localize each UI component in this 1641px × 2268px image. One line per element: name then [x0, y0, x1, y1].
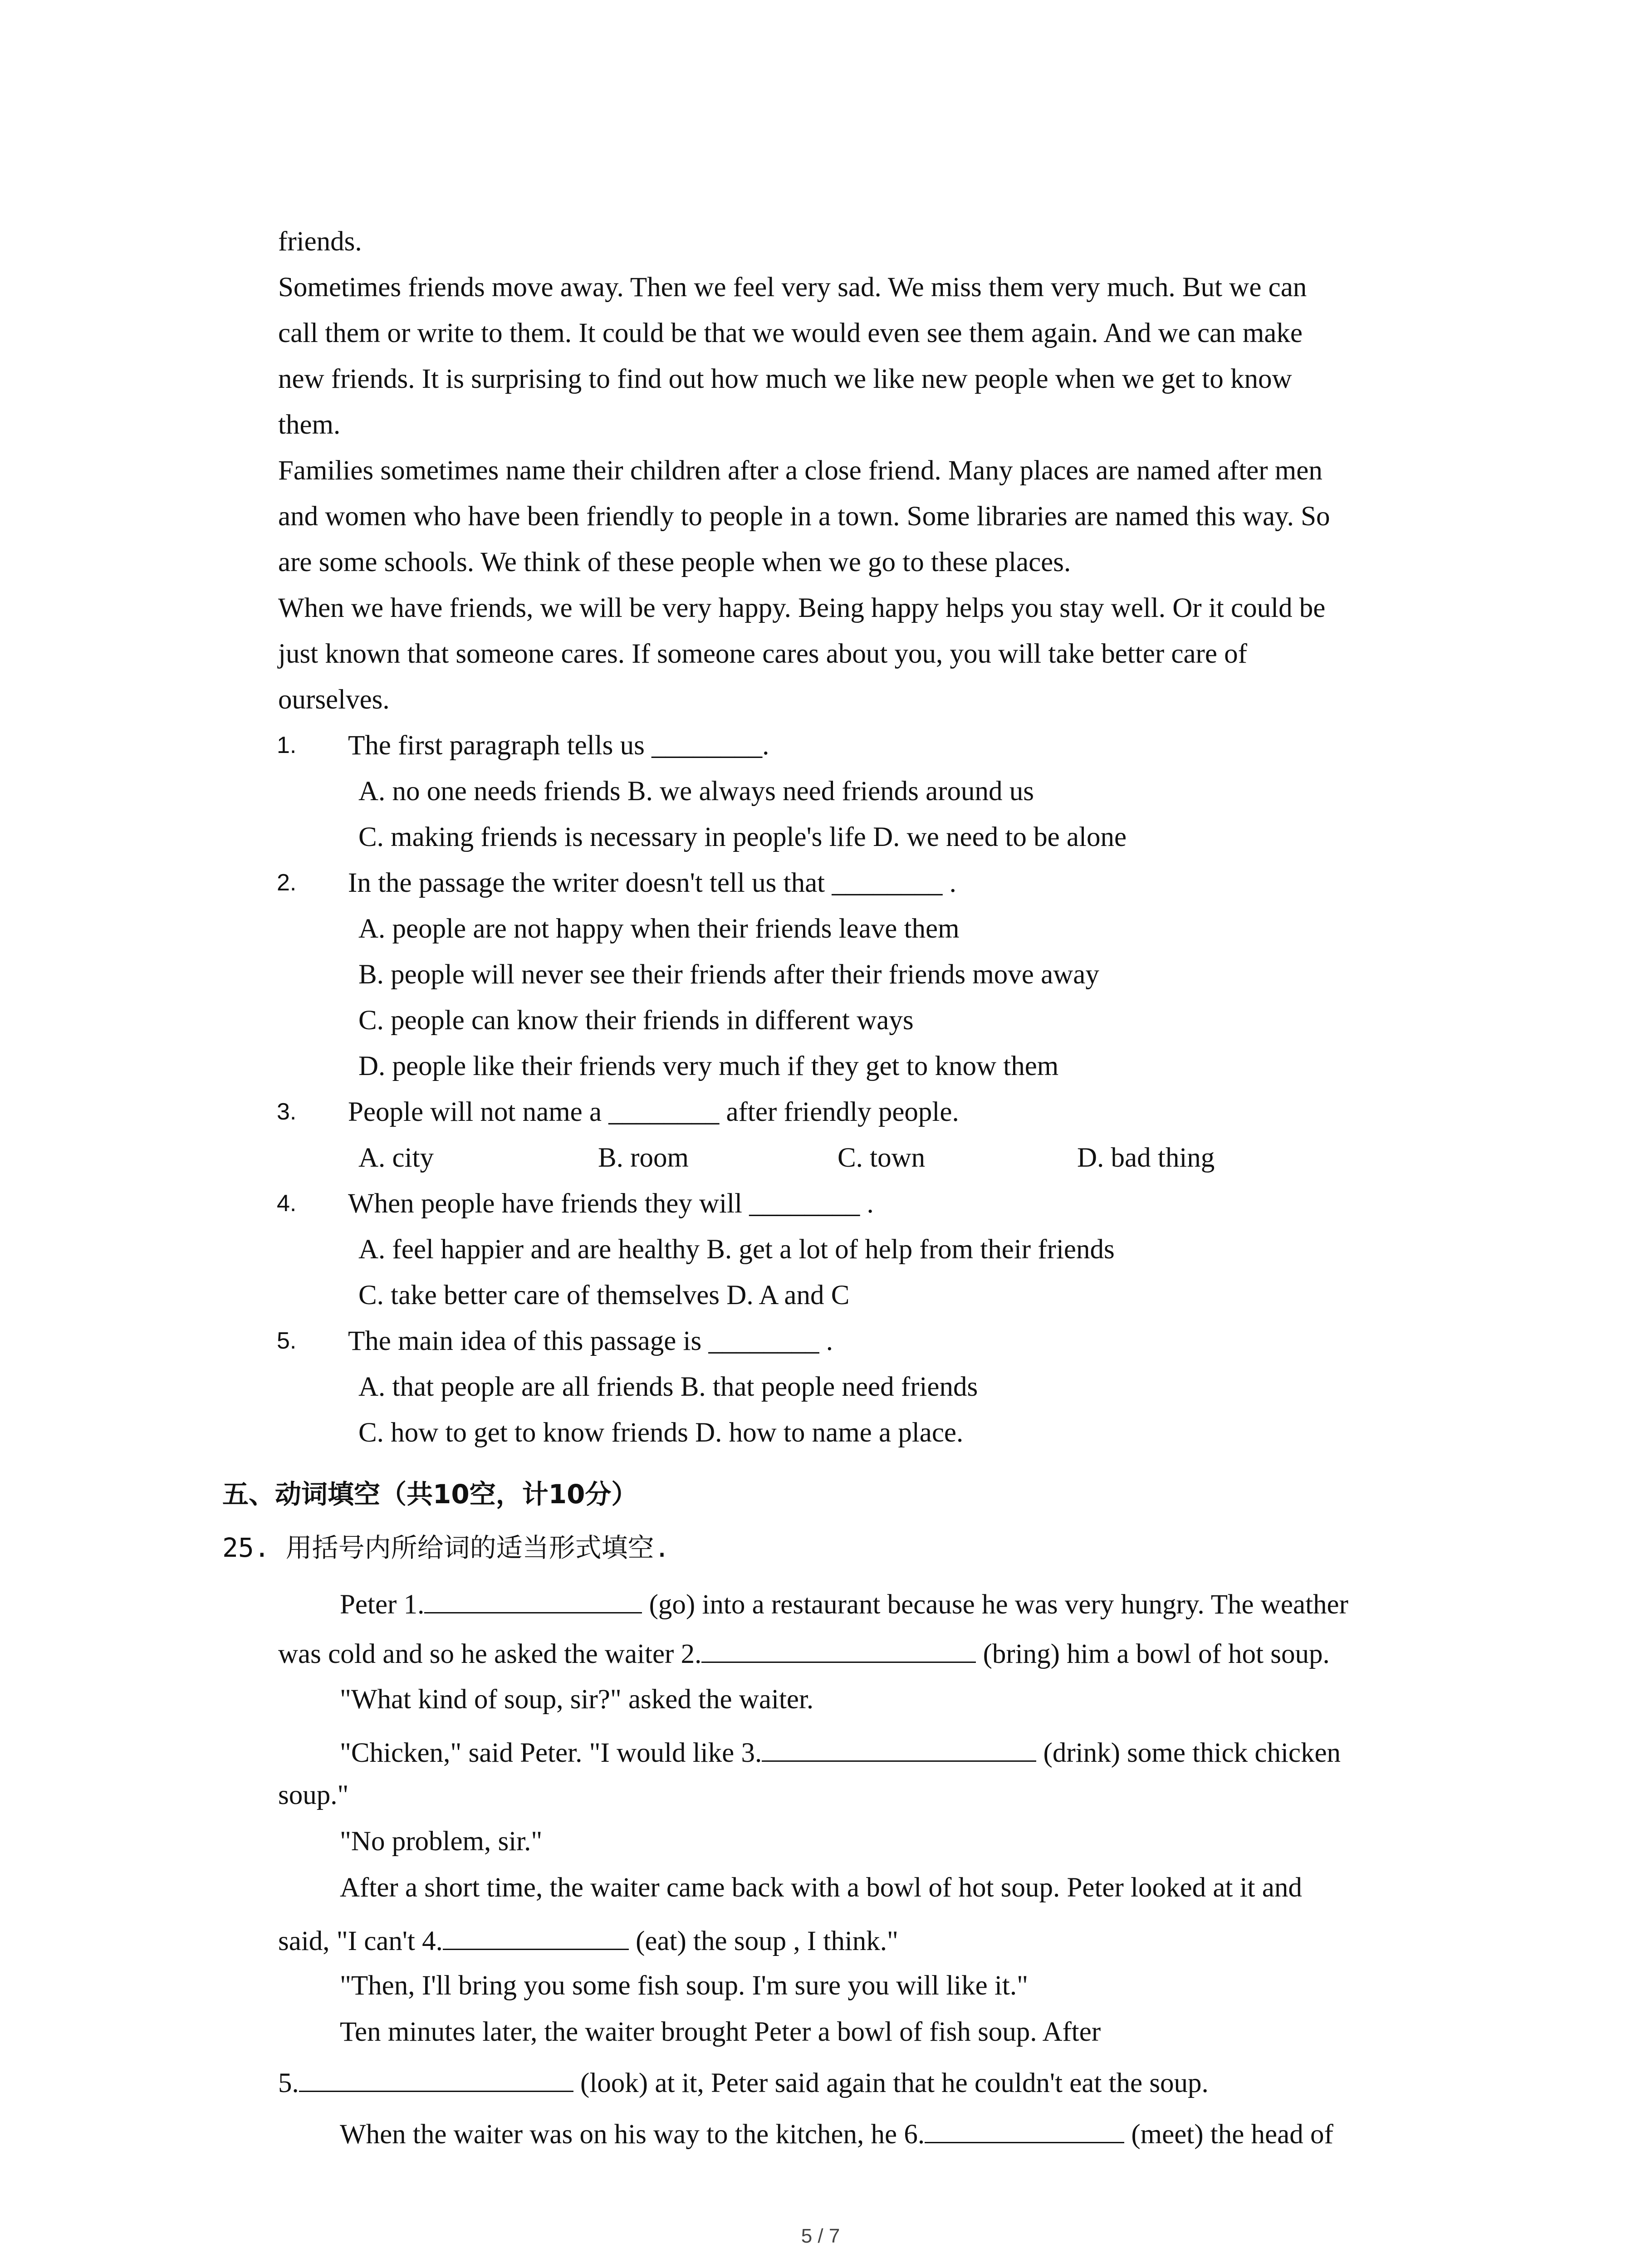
question-option: B. room	[598, 1143, 689, 1173]
passage-line: Sometimes friends move away. Then we feel very sad. We miss them very much. But we can	[278, 272, 1307, 303]
question-option: C. town	[838, 1143, 926, 1173]
story-text: Peter 1.	[340, 1589, 425, 1620]
answer-blank-6[interactable]	[925, 2116, 1124, 2143]
story-text: 5.	[278, 2068, 299, 2098]
passage-line: them.	[278, 410, 341, 440]
question-options: A. no one needs friends B. we always need friends around us	[358, 776, 1034, 807]
story-line: After a short time, the waiter came back with a bowl of hot soup. Peter looked at it and	[340, 1872, 1302, 1903]
question-text: The first paragraph tells us ________.	[348, 730, 769, 761]
question-option: A. people are not happy when their friends leave them	[358, 914, 960, 944]
question-option: D. people like their friends very much if they get to know them	[358, 1051, 1059, 1081]
passage-line: friends.	[278, 226, 362, 257]
section-heading: 五、动词填空（共10空，计10分）	[222, 1479, 638, 1510]
question-options: A. that people are all friends B. that people need friends	[358, 1372, 978, 1402]
story-text: (go) into a restaurant because he was very hungry. The weather	[642, 1589, 1348, 1620]
question-options: C. how to get to know friends D. how to name a place.	[358, 1418, 964, 1448]
story-line: soup."	[278, 1780, 349, 1810]
story-line	[278, 2065, 1209, 2097]
question-option: A. city	[358, 1143, 434, 1173]
answer-blank-3[interactable]	[762, 1735, 1036, 1762]
passage-line: and women who have been friendly to people in a town. Some libraries are named this way. So	[278, 501, 1330, 532]
story-line: "What kind of soup, sir?" asked the waiter.	[340, 1684, 814, 1715]
question-text: In the passage the writer doesn't tell us that ________ .	[348, 868, 956, 898]
question-text: When people have friends they will ________ .	[348, 1188, 874, 1219]
question-number: 3.	[277, 1099, 297, 1125]
answer-blank-5[interactable]	[299, 2065, 573, 2092]
question-number: 4.	[277, 1190, 297, 1217]
question-number: 5.	[277, 1328, 297, 1354]
question-option: D. bad thing	[1077, 1143, 1215, 1173]
passage-line: Families sometimes name their children after a close friend. Many places are named after men	[278, 455, 1323, 486]
passage-line: When we have friends, we will be very happy. Being happy helps you stay well. Or it could be	[278, 593, 1326, 623]
section-instruction: 25. 用括号内所给词的适当形式填空.	[222, 1532, 670, 1563]
question-options: A. feel happier and are healthy B. get a lot of help from their friends	[358, 1234, 1115, 1265]
story-text: (drink) some thick chicken	[1036, 1738, 1341, 1768]
story-line	[340, 2116, 1333, 2148]
story-line	[278, 1923, 898, 1955]
story-text: (meet) the head of	[1124, 2119, 1333, 2150]
question-option: B. people will never see their friends after their friends move away	[358, 959, 1099, 990]
story-text: (bring) him a bowl of hot soup.	[976, 1639, 1330, 1669]
answer-blank-1[interactable]	[424, 1587, 642, 1613]
question-number: 1.	[277, 732, 297, 758]
question-text: The main idea of this passage is ________ .	[348, 1326, 833, 1356]
story-text: "Chicken," said Peter. "I would like 3.	[340, 1738, 762, 1768]
passage-line: call them or write to them. It could be that we would even see them again. And we can make	[278, 318, 1303, 348]
story-text: (eat) the soup , I think."	[628, 1926, 898, 1956]
question-options: C. making friends is necessary in people's life D. we need to be alone	[358, 822, 1127, 852]
passage-line: just known that someone cares. If someone cares about you, you will take better care of	[278, 639, 1247, 669]
story-text: said, "I can't 4.	[278, 1926, 443, 1956]
question-number: 2.	[277, 870, 297, 896]
passage-line: are some schools. We think of these people when we go to these places.	[278, 547, 1071, 577]
question-text: People will not name a ________ after friendly people.	[348, 1097, 959, 1127]
story-line	[278, 1636, 1330, 1668]
question-options: C. take better care of themselves D. A and C	[358, 1280, 850, 1310]
story-line: Ten minutes later, the waiter brought Peter a bowl of fish soup. After	[340, 2017, 1101, 2047]
story-text: was cold and so he asked the waiter 2.	[278, 1639, 702, 1669]
story-line: "No problem, sir."	[340, 1826, 543, 1857]
answer-blank-4[interactable]	[443, 1923, 629, 1950]
story-text: (look) at it, Peter said again that he couldn't eat the soup.	[573, 2068, 1209, 2098]
page-number: 5 / 7	[801, 2225, 840, 2247]
story-line	[340, 1587, 1348, 1618]
question-option: C. people can know their friends in different ways	[358, 1005, 914, 1036]
passage-line: new friends. It is surprising to find out how much we like new people when we get to know	[278, 364, 1292, 394]
story-line: "Then, I'll bring you some fish soup. I'm sure you will like it."	[340, 1970, 1028, 2001]
answer-blank-2[interactable]	[701, 1636, 976, 1663]
story-line	[340, 1735, 1341, 1767]
story-text: When the waiter was on his way to the kitchen, he 6.	[340, 2119, 925, 2150]
passage-line: ourselves.	[278, 684, 390, 715]
